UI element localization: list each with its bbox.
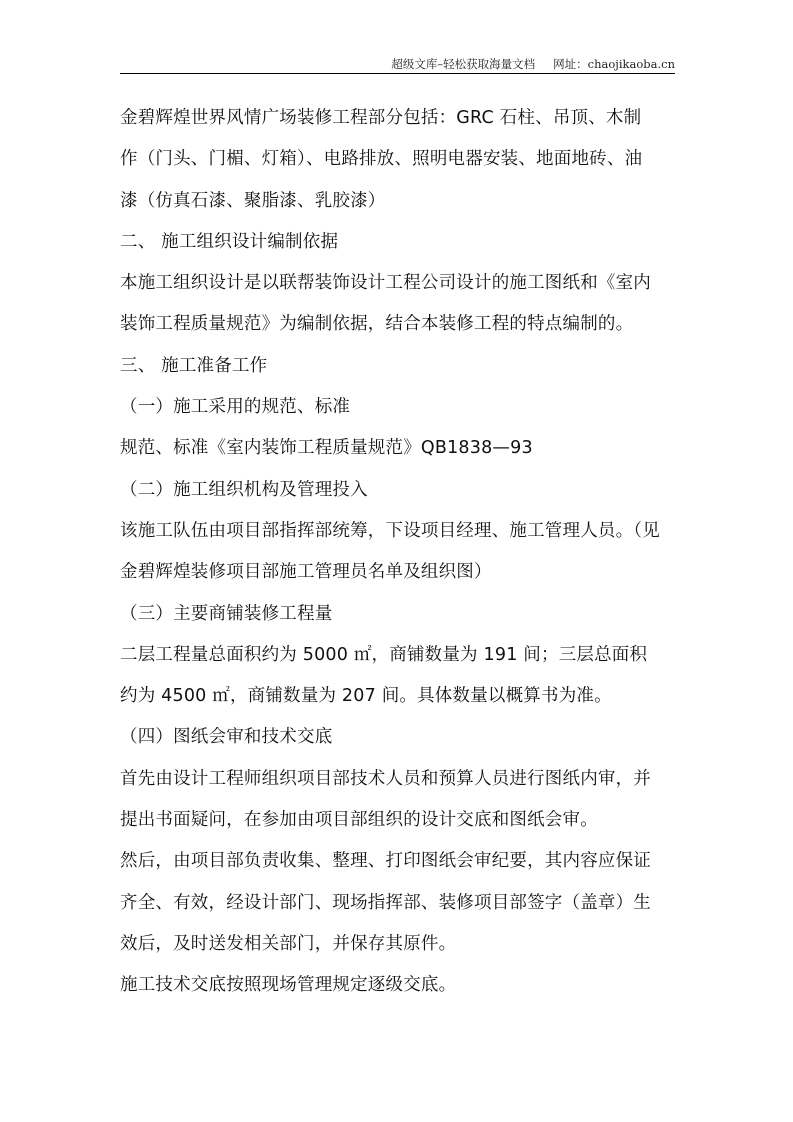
text-line: （一）施工采用的规范、标准 <box>120 397 351 418</box>
text-line: 本施工组织设计是以联帮装饰设计工程公司设计的施工图纸和《室内 <box>120 273 651 294</box>
text-line: 装饰工程质量规范》为编制依据，结合本装修工程的特点编制的。 <box>120 314 634 335</box>
text-line: 漆（仿真石漆、聚脂漆、乳胶漆） <box>120 190 386 211</box>
text-line: （三）主要商铺装修工程量 <box>120 603 333 624</box>
text-line: 提出书面疑问，在参加由项目部组织的设计交底和图纸会审。 <box>120 810 598 831</box>
text-line: 二、 施工组织设计编制依据 <box>120 231 339 252</box>
page-header <box>120 56 675 72</box>
text-line: 效后，及时送发相关部门，并保存其原件。 <box>120 933 457 954</box>
text-line: 该施工队伍由项目部指挥部统筹，下设项目经理、施工管理人员。（见 <box>120 520 660 541</box>
header-site-name: 超级文库–轻松获取海量文档 <box>391 57 536 71</box>
text-line: 三、 施工准备工作 <box>120 355 268 376</box>
header-rule <box>120 73 675 74</box>
text-line: 约为 4500 ㎡，商铺数量为 207 间。具体数量以概算书为准。 <box>120 686 612 707</box>
text-line: 然后，由项目部负责收集、整理、打印图纸会审纪要，其内容应保证 <box>120 851 651 872</box>
text-line: 齐全、有效，经设计部门、现场指挥部、装修项目部签字（盖章）生 <box>120 892 651 913</box>
text-line: 金碧辉煌世界风情广场装修工程部分包括：GRC 石柱、吊顶、木制 <box>120 108 642 128</box>
document-body <box>120 104 680 1013</box>
text-line: （二）施工组织机构及管理投入 <box>120 479 368 500</box>
text-line: 规范、标准《室内装饰工程质量规范》QB1838—93 <box>120 438 533 459</box>
text-line: 二层工程量总面积约为 5000 ㎡，商铺数量为 191 间；三层总面积 <box>120 644 648 665</box>
text-line: 首先由设计工程师组织项目部技术人员和预算人员进行图纸内审，并 <box>120 768 651 789</box>
text-line: 金碧辉煌装修项目部施工管理员名单及组织图） <box>120 562 492 583</box>
text-line: 作（门头、门楣、灯箱）、电路排放、照明电器安装、地面地砖、油 <box>120 149 643 170</box>
text-line: 施工技术交底按照现场管理规定逐级交底。 <box>120 975 457 996</box>
header-url: 网址：chaojikaoba.cn <box>553 57 675 71</box>
text-line: （四）图纸会审和技术交底 <box>120 727 333 748</box>
